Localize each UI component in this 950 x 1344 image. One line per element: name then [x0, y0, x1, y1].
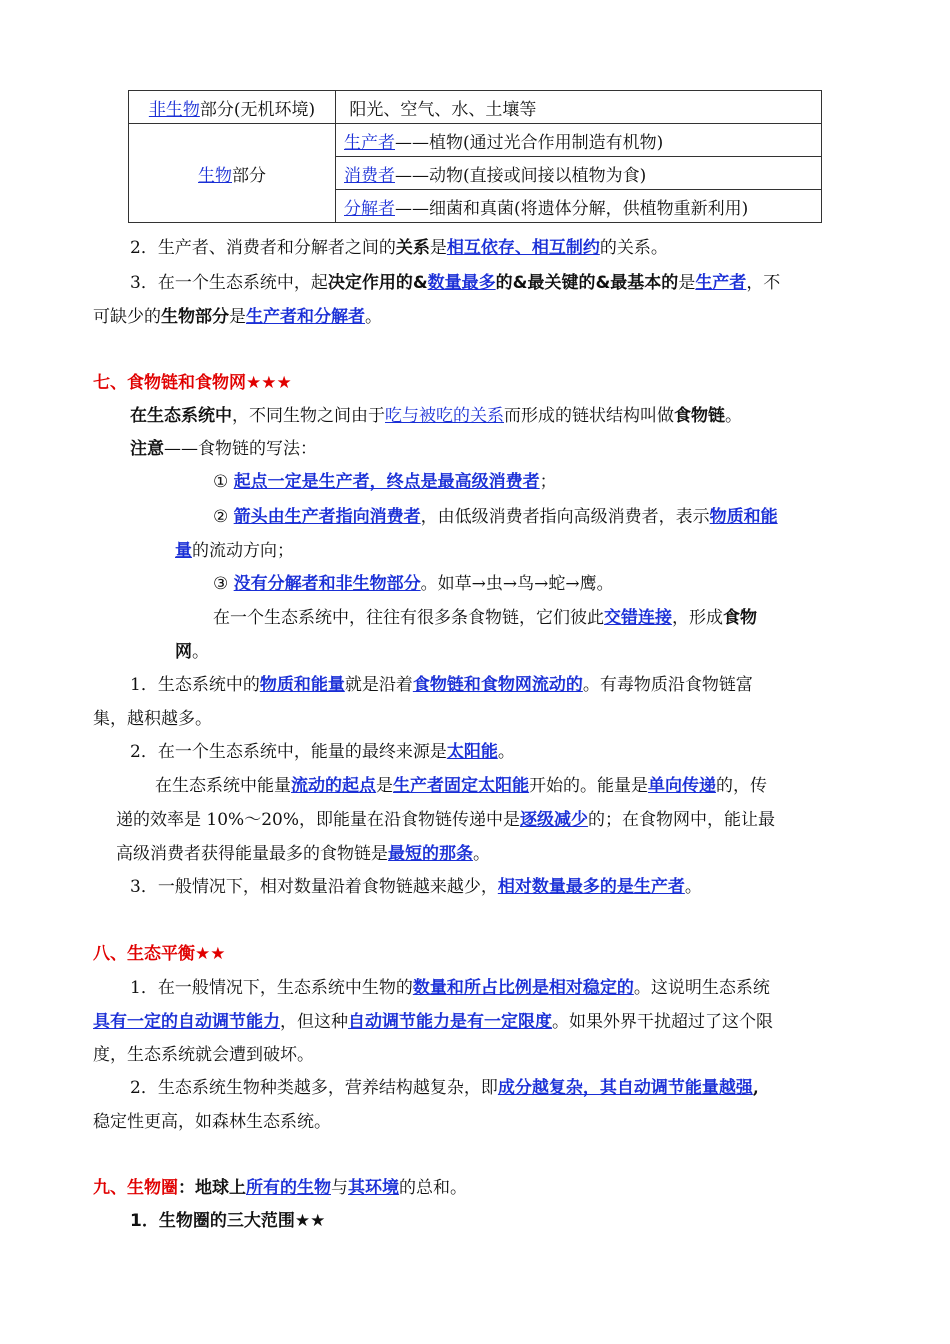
text: 2．在一个生态系统中，能量的最终来源是	[130, 742, 447, 762]
text: 。	[725, 406, 742, 426]
text: 3．在一个生态系统中，起	[130, 273, 328, 293]
link-interlinked[interactable]: 交错连接	[604, 608, 672, 628]
text: 可缺少的	[93, 307, 161, 327]
link-start-end[interactable]: 起点一定是生产者，终点是最高级消费者	[233, 472, 540, 492]
s7-note-2-line-1	[213, 505, 778, 529]
text: 的；在食物网中，能让最	[587, 810, 775, 830]
section-9-title: 九、生物圈	[93, 1178, 178, 1198]
text: 集，越积越多。	[93, 709, 212, 729]
link-interdependence[interactable]: 相互依存、相互制约	[446, 238, 600, 258]
text: ③	[213, 574, 229, 594]
s7-line-1	[130, 404, 742, 428]
text: 度，生态系统就会遭到破坏。	[93, 1045, 314, 1065]
cell-text: ——细菌和真菌(将遗体分解，供植物重新利用)	[395, 198, 749, 219]
link-matter-and-energy[interactable]: 物质和能量	[259, 675, 345, 695]
text: 在一个生态系统中，往往有很多条食物链，它们彼此	[213, 608, 604, 628]
text: 是	[678, 273, 696, 293]
s7-line-2	[130, 437, 317, 461]
table-row	[129, 124, 822, 157]
text: ，形成	[672, 608, 723, 628]
text: 递的效率是 10%～20%，即能量在沿食物链传递中是	[116, 810, 520, 830]
s8-para-1-line-1	[130, 976, 770, 1000]
paragraph-3-line-2	[93, 305, 382, 329]
text: 的总和。	[399, 1178, 467, 1198]
link-all-organisms[interactable]: 所有的生物	[246, 1178, 331, 1198]
s7-note-1	[213, 470, 557, 494]
text: 1．生态系统中的	[130, 675, 260, 695]
link-producer[interactable]: 生产者	[344, 132, 395, 153]
s7-note-4-line-1	[213, 606, 757, 630]
cell-text: 部分	[232, 165, 266, 186]
text: ①	[213, 472, 229, 492]
s7-para-2b-line-2	[116, 808, 775, 832]
s7-para-2b-line-3	[116, 842, 490, 866]
text-bold: 食物	[723, 608, 757, 628]
text: 开始的。能量是	[529, 776, 648, 796]
s7-para-2b-line-1	[155, 774, 767, 798]
link-biotic[interactable]: 生物	[198, 165, 232, 186]
text: 稳定性更高，如森林生态系统。	[93, 1112, 331, 1132]
text: 高级消费者获得能量最多的食物链是	[116, 844, 388, 864]
text-bold: 决定作用的&	[327, 273, 428, 293]
text: 。	[684, 877, 702, 897]
cell-text: 阳光、空气、水、土壤等	[349, 99, 537, 120]
table-row	[129, 91, 822, 124]
link-complex-stronger[interactable]: 成分越复杂，其自动调节能量越强	[497, 1078, 753, 1098]
table-cell-abiotic	[129, 91, 336, 124]
link-producer-decomposer[interactable]: 生产者和分解者	[246, 307, 365, 327]
text-bold: 网	[175, 642, 192, 662]
text: 是	[429, 238, 447, 258]
s8-para-1-line-2	[93, 1010, 773, 1034]
s9-para-1: 1．生物圈的三大范围★★	[130, 1211, 326, 1231]
text: 的流动方向；	[192, 541, 294, 561]
table-cell-decomposer	[336, 190, 822, 223]
text: ；	[539, 472, 557, 492]
text: ，不	[746, 273, 781, 293]
s7-note-3	[213, 572, 614, 596]
text: 的关系。	[599, 238, 668, 258]
s7-para-3	[130, 875, 702, 899]
text: 。有毒物质沿食物链富	[582, 675, 753, 695]
text: ——食物链的写法：	[164, 439, 317, 459]
table-cell-abiotic-desc	[336, 91, 822, 124]
table-cell-producer	[336, 124, 822, 157]
s7-para-1-line-1	[130, 673, 753, 697]
cell-text: ——动物(直接或间接以植物为食)	[395, 165, 647, 186]
section-9-heading	[93, 1176, 467, 1200]
text-bold: 食物链	[674, 406, 725, 426]
text: 与	[331, 1178, 348, 1198]
text: 。如草→虫→鸟→蛇→鹰。	[420, 574, 614, 594]
link-matter-energy-cont[interactable]: 量	[175, 541, 192, 561]
table-cell-consumer	[336, 157, 822, 190]
link-self-regulation[interactable]: 具有一定的自动调节能力	[93, 1012, 280, 1032]
s8-para-2-line-2	[93, 1110, 331, 1134]
s7-note-4-line-2	[175, 640, 209, 664]
link-solar-energy[interactable]: 太阳能	[446, 742, 498, 762]
link-environment[interactable]: 其环境	[348, 1178, 399, 1198]
link-flow-along-chain[interactable]: 食物链和食物网流动的	[412, 675, 583, 695]
text: 的，传	[716, 776, 767, 796]
s7-para-2	[130, 740, 515, 764]
s8-para-2-line-1	[130, 1076, 759, 1100]
cell-text: ——植物(通过光合作用制造有机物)	[395, 132, 664, 153]
text-bold: 生物部分	[161, 307, 229, 327]
text: ，但这种	[280, 1012, 348, 1032]
link-no-decomposer[interactable]: 没有分解者和非生物部分	[233, 574, 421, 594]
text: 2．生态系统生物种类越多，营养结构越复杂，即	[130, 1078, 498, 1098]
text: ，由低级消费者指向高级消费者，表示	[420, 507, 710, 527]
section-8-heading: 八、生态平衡★★	[93, 944, 226, 964]
text: 。这说明生态系统	[633, 978, 770, 998]
text: 是	[229, 307, 246, 327]
text: 。	[497, 742, 515, 762]
ecosystem-components-table	[128, 90, 822, 223]
link-one-way[interactable]: 单向传递	[648, 776, 716, 796]
s7-para-1-line-2	[93, 707, 212, 731]
text: 1．在一般情况下，生态系统中生物的	[130, 978, 413, 998]
link-decomposer[interactable]: 分解者	[344, 198, 395, 219]
text: ,	[752, 1078, 759, 1098]
link-producer-fix-solar[interactable]: 生产者固定太阳能	[393, 776, 529, 796]
text-bold: 注意	[130, 439, 164, 459]
text: ②	[213, 507, 229, 527]
text-bold: 的&最关键的&最基本的	[495, 273, 679, 293]
link-matter-energy[interactable]: 物质和能	[709, 507, 778, 527]
link-consumer[interactable]: 消费者	[344, 165, 395, 186]
text: 而形成的链状结构叫做	[504, 406, 674, 426]
s8-para-1-line-3	[93, 1043, 314, 1067]
text: 。	[192, 642, 209, 662]
s7-note-2-line-2	[175, 539, 294, 563]
link-flow-start[interactable]: 流动的起点	[291, 776, 376, 796]
link-shortest[interactable]: 最短的那条	[388, 844, 473, 864]
link-limited-regulation[interactable]: 自动调节能力是有一定限度	[348, 1012, 552, 1032]
link-eating-relation[interactable]: 吃与被吃的关系	[385, 406, 504, 426]
text: 在生态系统中能量	[155, 776, 291, 796]
table-cell-biotic	[129, 124, 336, 223]
link-decrease[interactable]: 逐级减少	[519, 810, 588, 830]
text-bold: ：地球上	[178, 1178, 246, 1198]
paragraph-3-line-1	[130, 271, 780, 295]
text: 是	[376, 776, 393, 796]
link-stable-ratio[interactable]: 数量和所占比例是相对稳定的	[412, 978, 634, 998]
text: 。	[365, 307, 382, 327]
text-bold: 关系	[395, 238, 430, 258]
text-bold: 在生态系统中	[130, 406, 232, 426]
text: 2．生产者、消费者和分解者之间的	[130, 238, 396, 258]
paragraph-2	[130, 236, 668, 260]
cell-text: 部分(无机环境)	[199, 99, 316, 120]
section-7-heading: 七、食物链和食物网★★★	[93, 373, 292, 393]
link-abiotic[interactable]: 非生物	[148, 99, 200, 120]
link-producer-2[interactable]: 生产者	[695, 273, 747, 293]
text: ，不同生物之间由于	[232, 406, 385, 426]
link-most-numerous[interactable]: 数量最多	[427, 273, 496, 293]
text: 就是沿着	[344, 675, 413, 695]
link-most-producer[interactable]: 相对数量最多的是生产者	[497, 877, 685, 897]
text: 。	[473, 844, 490, 864]
text: 。如果外界干扰超过了这个限	[552, 1012, 773, 1032]
link-arrow-direction[interactable]: 箭头由生产者指向消费者	[233, 507, 421, 527]
text: 3．一般情况下，相对数量沿着食物链越来越少，	[130, 877, 498, 897]
